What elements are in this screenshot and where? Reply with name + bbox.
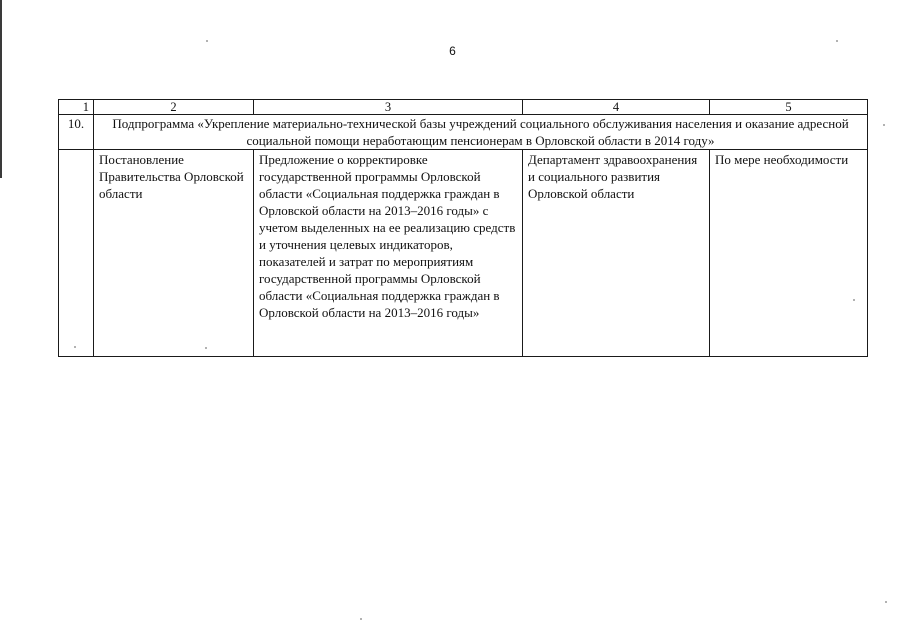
scan-speck	[885, 601, 887, 603]
scan-speck	[360, 618, 362, 620]
header-col-5: 5	[710, 100, 868, 115]
plan-table	[58, 99, 868, 357]
scan-speck	[853, 299, 855, 301]
row-number-cell	[59, 150, 94, 357]
section-number: 10.	[59, 115, 94, 150]
scan-speck	[206, 40, 208, 42]
deadline-cell: По мере необходимости	[710, 150, 868, 357]
scan-speck	[74, 346, 76, 348]
header-col-3: 3	[254, 100, 523, 115]
scan-edge-line	[0, 0, 2, 178]
responsible-cell: Департамент здравоохранения и социального развития Орловской области	[523, 150, 710, 357]
section-row	[59, 115, 868, 150]
scan-speck	[883, 124, 885, 126]
page-number: 6	[449, 44, 456, 58]
description-cell: Предложение о корректировке государственной программы Орловской области «Социальная поддержка граждан в Орловской области на 2013–2016 годы» с учетом выделенных на ее реализацию средств и уточнения целевых индикаторов, показателей и затрат по мероприятиям государственной программы Орловской области «Социальная поддержка граждан в Орловской области на 2013–2016 годы»	[254, 150, 523, 357]
scan-speck	[836, 40, 838, 42]
header-col-1: 1	[59, 100, 94, 115]
section-title: Подпрограмма «Укрепление материально-технической базы учреждений социального обслуживания населения и оказание адресной социальной помощи неработающим пенсионерам в Орловской области в 2014 году»	[94, 115, 868, 150]
header-col-2: 2	[94, 100, 254, 115]
table-row	[59, 150, 868, 357]
document-type-cell: Постановление Правительства Орловской области	[94, 150, 254, 357]
header-col-4: 4	[523, 100, 710, 115]
table-header-row	[59, 100, 868, 115]
scan-speck	[205, 347, 207, 349]
